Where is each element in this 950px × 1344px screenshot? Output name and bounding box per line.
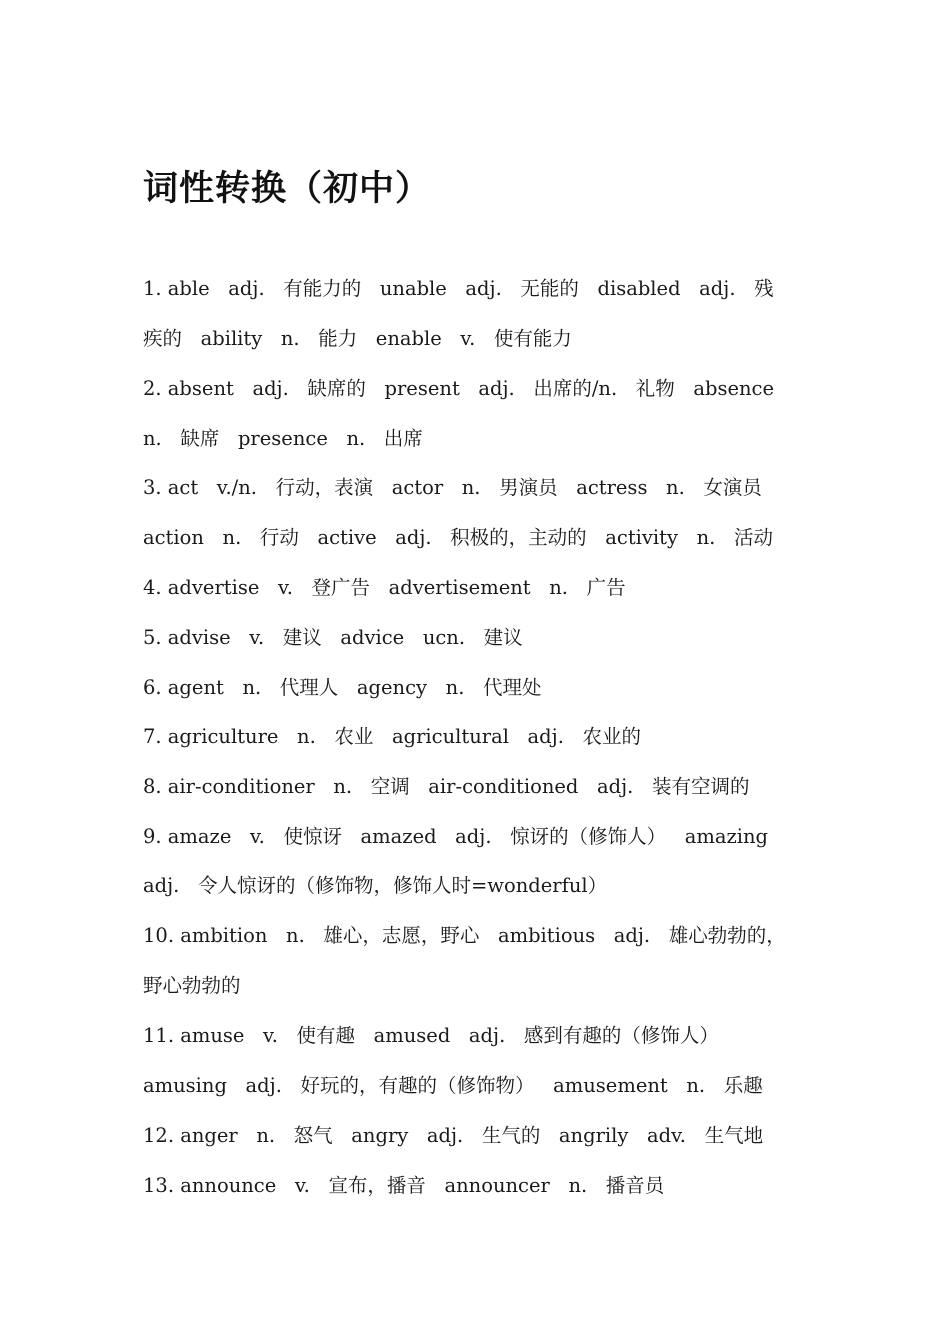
text-line: 5. advise v. 建议 advice ucn. 建议 [143, 626, 523, 649]
text-line: 3. act v./n. 行动，表演 actor n. 男演员 actress n. 女演员 [143, 476, 762, 499]
text-line: 野心勃勃的 [143, 974, 241, 997]
text-line: action n. 行动 active adj. 积极的，主动的 activity n. 活动 [143, 526, 773, 549]
text-line: 9. amaze v. 使惊讶 amazed adj. 惊讶的（修饰人） amazing [143, 825, 769, 848]
text-line: 6. agent n. 代理人 agency n. 代理处 [143, 676, 542, 699]
page-title: 词性转换（初中） [143, 169, 432, 209]
text-line: 1. able adj. 有能力的 unable adj. 无能的 disabled adj. 残 [143, 277, 774, 300]
text-line: 8. air-conditioner n. 空调 air-conditioned adj. 装有空调的 [143, 775, 750, 798]
text-line: 7. agriculture n. 农业 agricultural adj. 农业的 [143, 725, 641, 748]
text-line: 11. amuse v. 使有趣 amused adj. 感到有趣的（修饰人） [143, 1024, 719, 1047]
text-line: 12. anger n. 怒气 angry adj. 生气的 angrily adv. 生气地 [143, 1124, 764, 1147]
text-line: 疾的 ability n. 能力 enable v. 使有能力 [143, 327, 572, 350]
text-line: amusing adj. 好玩的，有趣的（修饰物） amusement n. 乐趣 [143, 1074, 763, 1097]
text-line: 10. ambition n. 雄心，志愿，野心 ambitious adj. 雄心勃勃的， [143, 924, 786, 947]
text-line: 2. absent adj. 缺席的 present adj. 出席的/n. 礼物 absence [143, 377, 775, 400]
text-line: 4. advertise v. 登广告 advertisement n. 广告 [143, 576, 626, 599]
text-line: 13. announce v. 宣布，播音 announcer n. 播音员 [143, 1174, 665, 1197]
text-line: n. 缺席 presence n. 出席 [143, 427, 423, 450]
text-line: adj. 令人惊讶的（修饰物，修饰人时=wonderful） [143, 874, 608, 897]
